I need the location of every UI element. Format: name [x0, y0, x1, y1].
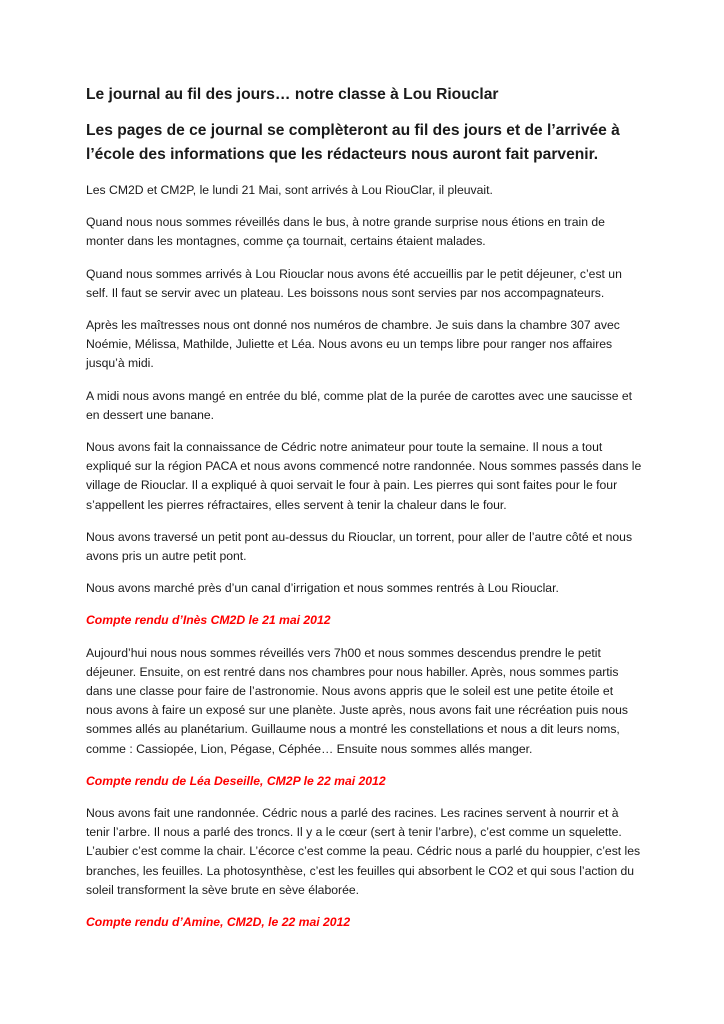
paragraph-breakfast: Quand nous sommes arrivés à Lou Riouclar nous avons été accueillis par le petit déjeuner, c’est un self. Il faut se servir avec un plateau. Les boissons nous sont servies par nos accompagnateurs.	[86, 266, 622, 300]
journal-title: Le journal au fil des jours… notre classe à Lou Riouclar	[86, 86, 499, 103]
section-heading-amine: Compte rendu d’Amine, CM2D, le 22 mai 2012	[86, 915, 351, 930]
section-heading-lea: Compte rendu de Léa Deseille, CM2P le 22 mai 2012	[86, 773, 386, 788]
journal-subtitle: Les pages de ce journal se complèteront au fil des jours et de l’arrivée à l’école des informations que les rédacteurs nous auront fait parvenir.	[86, 122, 620, 163]
document-page	[86, 84, 642, 945]
paragraph-canal: Nous avons marché près d’un canal d’irrigation et nous sommes rentrés à Lou Riouclar.	[86, 581, 559, 596]
paragraph-lea: Nous avons fait une randonnée. Cédric nous a parlé des racines. Les racines servent à nourrir et à tenir l’arbre. Il nous a parlé des troncs. Il y a le cœur (sert à tenir l’arbre), c’est comme un squelette. L’aubier c’est comme la chair. L’écorce c’est comme la peau. Cédric nous a parlé du houppier, c’est les branches, les feuilles. La photosynthèse, c’est les feuilles qui absorbent le CO2 et qui sous l’action du soleil transforment la sève brute en sève élaborée.	[86, 806, 641, 897]
paragraph-rooms: Après les maîtresses nous ont donné nos numéros de chambre. Je suis dans la chambre 307 avec Noémie, Mélissa, Mathilde, Juliette et Léa. Nous avons eu un temps libre pour ranger nos affaires jusqu’à midi.	[86, 318, 620, 371]
paragraph-ines: Aujourd’hui nous nous sommes réveillés vers 7h00 et nous sommes descendus prendre le petit déjeuner. Ensuite, on est rentré dans nos chambres pour nous habiller. Après, nous sommes partis dans une classe pour faire de l’astronomie. Nous avons appris que le soleil est une petite étoile et nous avons à faire un exposé sur une planète. Juste après, nous avons fait une récréation puis nous sommes allés au planétarium. Guillaume nous a montré les constellations et nous a dit leurs noms, comme : Cassiopée, Lion, Pégase, Céphée… Ensuite nous sommes allés manger.	[86, 645, 629, 756]
paragraph-lunch: A midi nous avons mangé en entrée du blé, comme plat de la purée de carottes avec une saucisse et en dessert une banane.	[86, 388, 633, 422]
paragraph-arrival: Les CM2D et CM2P, le lundi 21 Mai, sont arrivés à Lou RiouClar, il pleuvait.	[86, 183, 493, 197]
paragraph-bridge: Nous avons traversé un petit pont au-dessus du Riouclar, un torrent, pour aller de l’autre côté et nous avons pris un autre petit pont.	[86, 529, 633, 564]
paragraph-cedric: Nous avons fait la connaissance de Cédric notre animateur pour toute la semaine. Il nous a tout expliqué sur la région PACA et nous avons commencé notre randonnée. Nous sommes passés dans le village de Riouclar. Il a expliqué à quoi servait le four à pain. Les pierres qui sont faites pour le four s’appellent les pierres réfractaires, elles servent à tenir la chaleur dans le four.	[86, 440, 642, 512]
paragraph-bus: Quand nous nous sommes réveillés dans le bus, à notre grande surprise nous étions en train de monter dans les montagnes, comme ça tournait, certains étaient malades.	[86, 215, 605, 249]
section-heading-ines: Compte rendu d’Inès CM2D le 21 mai 2012	[86, 613, 331, 628]
